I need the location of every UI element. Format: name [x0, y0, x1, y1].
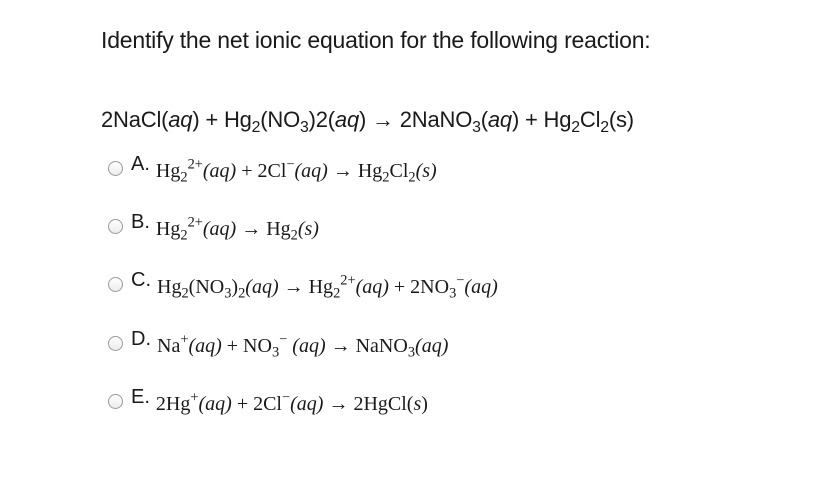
reaction-equation: 2NaCl(aq) + $Hg_2(NO_3)2(aq)$ → 2NaNO$_3$(aq) + $Hg_2Cl_2(s)$ [101, 107, 634, 137]
option-b-letter: B. [131, 210, 150, 233]
option-a-radio[interactable] [108, 161, 123, 176]
option-e-letter: E. [131, 385, 150, 408]
option-a-equation: $Hg_2^{2+}(aq) + 2Cl^-(aq) \to Hg_2Cl_2(s)$ [155, 155, 437, 186]
option-e[interactable] [108, 384, 428, 418]
option-a[interactable] [108, 151, 437, 185]
option-b-radio[interactable] [108, 219, 123, 234]
option-e-equation: 2Hg+(aq) + 2Cl−(aq) → 2HgCl(s) [155, 388, 428, 415]
option-c[interactable] [108, 267, 498, 301]
option-d-radio[interactable] [108, 336, 123, 351]
option-b[interactable] [108, 209, 319, 243]
question-text: Identify the net ionic equation for the following reaction: [101, 27, 651, 53]
option-d[interactable] [108, 326, 448, 360]
option-b-equation: $Hg_2^{2+}(aq) \to Hg_2(s)$ [155, 213, 319, 244]
option-d-equation: $Na^+(aq) + NO_3^-$ (aq) → NaNO$_3$(aq) [157, 330, 449, 361]
option-a-letter: A. [131, 152, 150, 175]
option-c-letter: C. [131, 268, 151, 291]
option-e-radio[interactable] [108, 394, 123, 409]
option-d-letter: D. [131, 327, 151, 350]
option-c-equation: $Hg_2(NO_3)_2(aq) \to Hg_2^{2+}(aq) + 2NO_3^-(aq)$ [157, 271, 498, 302]
option-c-radio[interactable] [108, 277, 123, 292]
